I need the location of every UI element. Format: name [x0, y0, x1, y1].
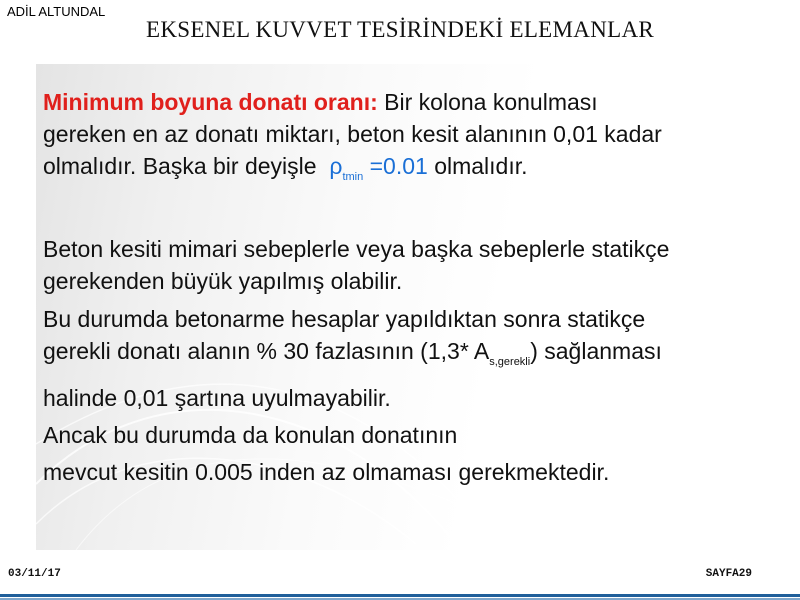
- rho-formula: [329, 153, 428, 183]
- rho-value: =0.01: [363, 153, 428, 179]
- paragraph-3-line-2: [43, 335, 788, 378]
- footer-rule: [0, 594, 800, 597]
- paragraph-3-line-1: Bu durumda betonarme hesaplar yapıldıktan sonra statikçe: [43, 306, 646, 332]
- footer-date: 03/11/17: [8, 568, 61, 580]
- paragraph-4-line-2: mevcut kesitin 0.005 inden az olmaması gerekmektedir.: [43, 459, 610, 485]
- paragraph-1-line-3: [43, 150, 788, 193]
- paragraph-4-line-1: Ancak bu durumda da konulan donatının: [43, 422, 458, 448]
- slide-body: [43, 86, 788, 488]
- heading-minimum-ratio: Minimum boyuna donatı oranı:: [43, 89, 378, 115]
- p1-line1-text: Bir kolona konulması: [377, 89, 598, 115]
- paragraph-3-line-3: halinde 0,01 şartına uyulmayabilir.: [43, 385, 391, 411]
- author-label: ADİL ALTUNDAL: [7, 4, 106, 19]
- paragraph-1-line-1: [43, 86, 788, 118]
- rho-subscript: tmin: [342, 171, 364, 183]
- paragraph-1-line-2: gereken en az donatı miktarı, beton kesit alanının 0,01 kadar: [43, 121, 662, 147]
- p3-line2-end: ) sağlanması: [530, 338, 662, 364]
- area-subscript: s,gerekli: [489, 356, 531, 368]
- page-title: EKSENEL KUVVET TESİRİNDEKİ ELEMANLAR: [145, 17, 655, 42]
- p1-line3-start: olmalıdır. Başka bir deyişle: [43, 153, 330, 179]
- p1-line3-end: olmalıdır.: [427, 153, 528, 179]
- paragraph-gap: [43, 193, 788, 233]
- rho-symbol: ρ: [329, 153, 343, 179]
- paragraph-2-line-2: gerekenden büyük yapılmış olabilir.: [43, 268, 403, 294]
- footer-page-number: SAYFA29: [705, 568, 752, 580]
- p3-line2-start: gerekli donatı alanın % 30 fazlasının (1,3* A: [43, 338, 490, 364]
- paragraph-2-line-1: Beton kesiti mimari sebeplerle veya başka sebeplerle statikçe: [43, 236, 670, 262]
